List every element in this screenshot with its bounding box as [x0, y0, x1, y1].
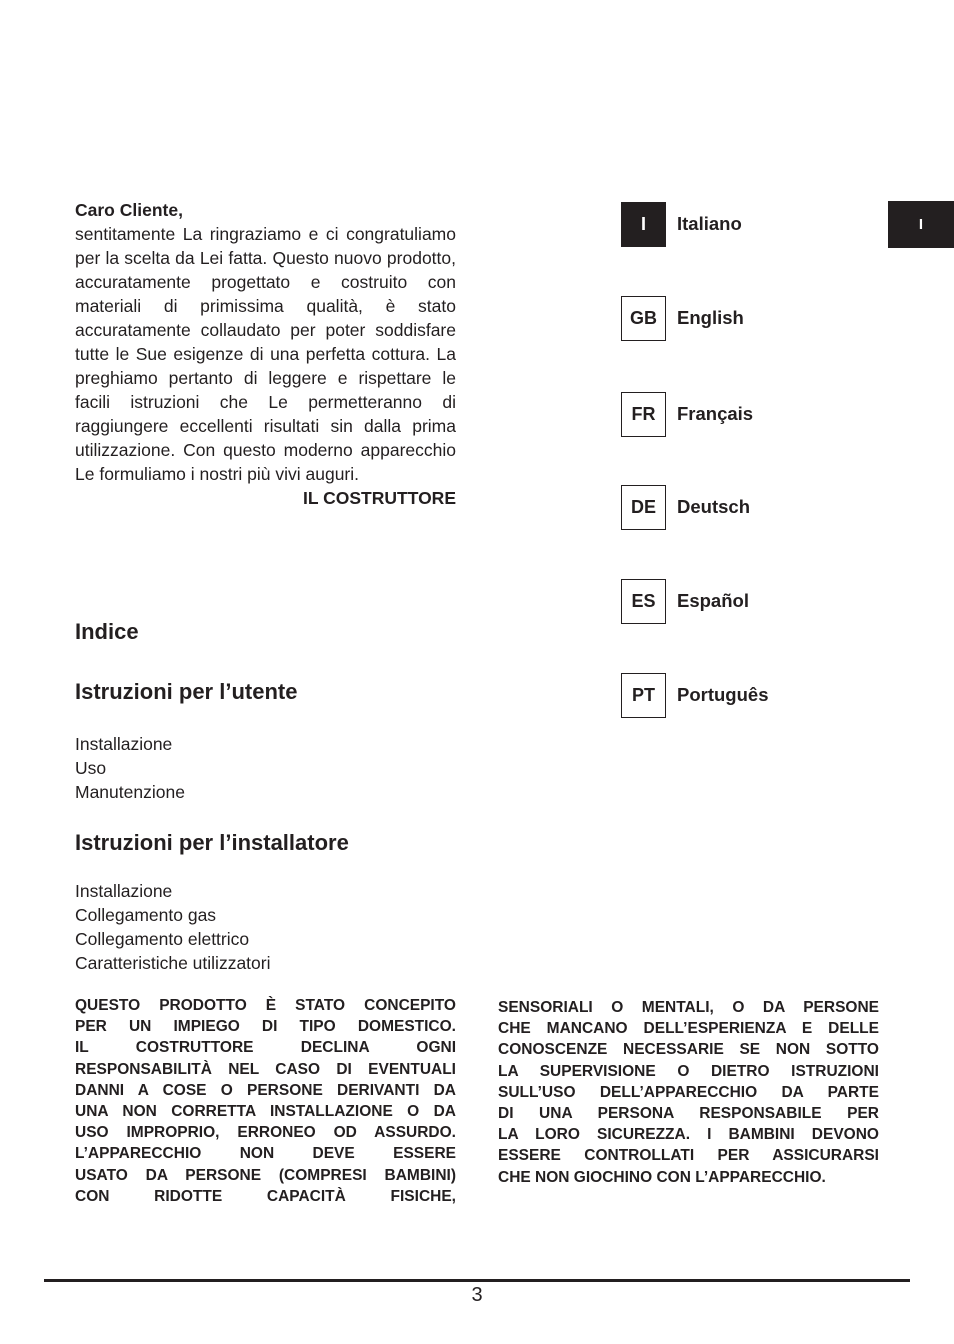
warning-text-left	[75, 995, 456, 1207]
warning-line: DANNI A COSE O PERSONE DERIVANTI DA	[75, 1081, 456, 1099]
language-code-badge: GB	[621, 296, 666, 341]
installer-section-list	[75, 879, 270, 975]
warning-line: USO IMPROPRIO, ERRONEO OD ASSURDO.	[75, 1124, 456, 1142]
language-italiano[interactable]	[621, 201, 742, 247]
language-espanol[interactable]	[621, 578, 749, 624]
warning-line: SENSORIALI O MENTALI, O DA PERSONE	[498, 999, 879, 1016]
warning-text-right	[498, 997, 879, 1188]
warning-line: CHE NON GIOCHINO CON L’APPARECCHIO.	[498, 1168, 826, 1186]
language-deutsch[interactable]	[621, 484, 750, 530]
page-number: 3	[471, 1284, 483, 1306]
list-item[interactable]: Caratteristiche utilizzatori	[75, 953, 271, 973]
warning-line: PER UN IMPIEGO DI TIPO DOMESTICO.	[75, 1018, 456, 1036]
greeting-body: sentitamente La ringraziamo e ci congratuliamo per la scelta da Lei fatta. Questo nuovo prodotto, accuratamente progettato e costruito con materiali di primissima qualità, è stato accuratamente collaudato per poter soddisfare tutte le Sue esigenze di una perfetta cottura. La preghiamo pertanto di leggere e rispettare le facili istruzioni che Le permetteranno di raggiungere eccellenti risultati sin dalla prima utilizzazione. Con questo moderno apparecchio Le formuliamo i nostri più vivi auguri.	[75, 224, 456, 484]
installer-section-title: Istruzioni per l’installatore	[75, 830, 349, 855]
list-item[interactable]: Installazione	[75, 734, 173, 754]
language-name: Italiano	[677, 213, 742, 234]
index-title: Indice	[75, 619, 139, 644]
warning-line: UNA NON CORRETTA INSTALLAZIONE O DA	[75, 1103, 456, 1121]
language-francais[interactable]	[621, 391, 753, 437]
warning-line: QUESTO PRODOTTO È STATO CONCEPITO	[75, 997, 456, 1014]
list-item[interactable]: Collegamento gas	[75, 905, 217, 925]
greeting-signature: IL COSTRUTTORE	[303, 488, 456, 508]
warning-line: LA LORO SICUREZZA. I BAMBINI DEVONO	[498, 1126, 879, 1144]
language-portugues[interactable]	[621, 672, 768, 718]
warning-line: CONOSCENZE NECESSARIE SE NON SOTTO	[498, 1041, 879, 1059]
warning-line: LA SUPERVISIONE O DIETRO ISTRUZIONI	[498, 1062, 879, 1080]
user-section-title: Istruzioni per l’utente	[75, 679, 298, 704]
greeting-salutation: Caro Cliente,	[75, 200, 183, 220]
language-code-badge: DE	[621, 485, 666, 530]
warning-line: DI UNA PERSONA RESPONSABILE PER	[498, 1105, 879, 1123]
warning-line: SULL’USO DELL’APPARECCHIO DA PARTE	[498, 1083, 879, 1101]
list-item[interactable]: Manutenzione	[75, 782, 185, 802]
language-name: Español	[677, 590, 749, 611]
list-item[interactable]: Uso	[75, 758, 107, 778]
warning-line: CHE MANCANO DELL’ESPERIENZA E DELLE	[498, 1020, 879, 1038]
list-item[interactable]: Installazione	[75, 881, 173, 901]
language-name: Deutsch	[677, 496, 750, 517]
language-code-badge: ES	[621, 579, 666, 624]
warning-line: ESSERE CONTROLLATI PER ASSICURARSI	[498, 1147, 879, 1165]
warning-line: USATO DA PERSONE (COMPRESI BAMBINI)	[75, 1166, 456, 1184]
language-code-badge: PT	[621, 673, 666, 718]
language-code-badge: FR	[621, 392, 666, 437]
edge-language-tab[interactable]: I	[888, 201, 954, 248]
warning-line: L’APPARECCHIO NON DEVE ESSERE	[75, 1145, 456, 1163]
footer-divider	[44, 1279, 910, 1282]
warning-line: RESPONSABILITÀ NEL CASO DI EVENTUALI	[75, 1060, 456, 1078]
language-english[interactable]	[621, 295, 744, 341]
greeting-block	[75, 198, 456, 510]
warning-line: CON RIDOTTE CAPACITÀ FISICHE,	[75, 1187, 456, 1205]
user-section-list	[75, 732, 185, 804]
language-code-badge: I	[621, 202, 666, 247]
language-name: Português	[677, 684, 769, 705]
list-item[interactable]: Collegamento elettrico	[75, 929, 250, 949]
language-name: Français	[677, 403, 754, 424]
language-name: English	[677, 307, 744, 328]
warning-line: IL COSTRUTTORE DECLINA OGNI	[75, 1039, 456, 1057]
